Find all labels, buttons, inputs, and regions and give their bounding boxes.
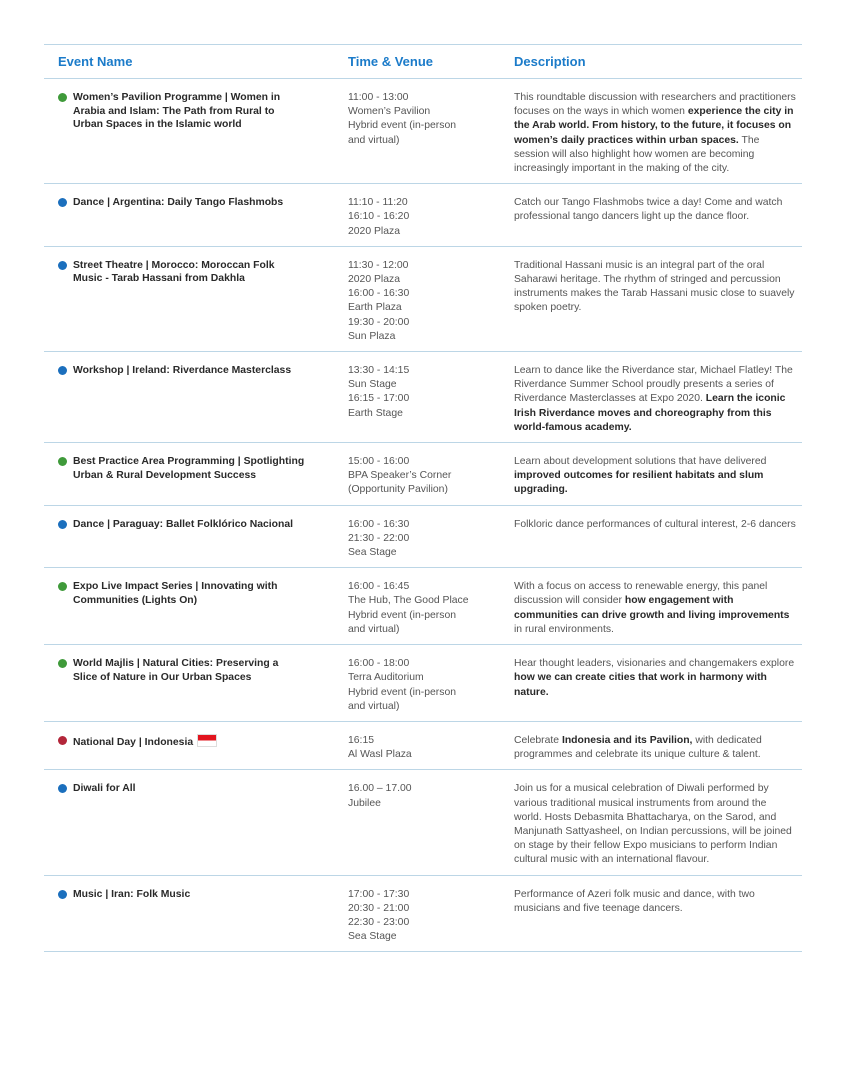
event-name-text: National Day | Indonesia [73,736,194,748]
description-text: Celebrate [514,734,562,746]
event-name-cell [44,657,348,714]
description-cell [514,91,802,176]
event-name [73,91,305,132]
event-name [73,782,305,796]
time-venue-line: 2020 Plaza [348,274,400,286]
time-venue-line: Hybrid event (in-person [348,686,456,698]
event-name [73,734,305,750]
description-highlight: experience the city in the Arab world. From history, to the future, it focuses on women’s daily practices within urban spaces. [514,106,794,146]
time-venue-line: 19:30 - 20:00 [348,316,410,328]
description-highlight: Learn the iconic Irish Riverdance moves and choreography from this world-famous academy. [514,393,786,433]
event-name [73,888,305,902]
description-cell [514,580,802,637]
time-venue-line: 21:30 - 22:00 [348,532,410,544]
event-name-text: World Majlis | Natural Cities: Preserving a Slice of Nature in Our Urban Spaces [73,658,279,683]
table-row [44,722,802,770]
table-row [44,770,802,875]
description-text: Hear thought leaders, visionaries and changemakers explore [514,658,795,670]
time-venue-line: and virtual) [348,623,400,635]
event-name-cell [44,888,348,945]
category-dot-icon [58,261,67,270]
category-dot-icon [58,736,67,745]
description-text: The session will also highlight how women are becoming increasingly important in the making of the city. [514,134,760,175]
event-name [73,657,305,684]
event-name-cell [44,259,348,344]
table-row [44,645,802,722]
event-name-cell [44,782,348,867]
table-row [44,443,802,506]
header-description: Description [514,54,586,69]
category-dot-icon [58,366,67,375]
event-name-cell [44,91,348,176]
event-name [73,580,305,607]
time-venue-line: BPA Speaker’s Corner [348,470,452,482]
time-venue-line: Sea Stage [348,931,397,943]
time-venue-line: 17:00 - 17:30 [348,888,410,900]
description-highlight: how engagement with communities can drive growth and living improvements [514,595,790,621]
description-highlight: improved outcomes for resilient habitats and slum upgrading. [514,470,764,496]
table-row [44,79,802,184]
description-cell [514,782,802,867]
indonesia-flag-icon [197,734,217,747]
time-venue-cell [348,888,514,945]
event-name-text: Women’s Pavilion Programme | Women in Arabia and Islam: The Path from Rural to Urban Spaces in the Islamic world [73,92,281,131]
description-cell [514,364,802,435]
event-name-cell [44,580,348,637]
time-venue-line: The Hub, The Good Place [348,595,469,607]
time-venue-line: 16.00 – 17.00 [348,783,412,795]
category-dot-icon [58,520,67,529]
time-venue-line: Sea Stage [348,547,397,559]
description-text: This roundtable discussion with researchers and practitioners focuses on the ways in which women [514,92,796,118]
description-text: With a focus on access to renewable energy, this panel discussion will consider [514,581,768,607]
table-row [44,352,802,443]
event-name-text: Diwali for All [73,783,136,795]
time-venue-line: Earth Plaza [348,302,402,314]
event-name-text: Dance | Argentina: Daily Tango Flashmobs [73,197,284,209]
table-row [44,876,802,953]
time-venue-line: 16:00 - 16:45 [348,581,410,593]
time-venue-line: 13:30 - 14:15 [348,365,410,377]
event-name-text: Music | Iran: Folk Music [73,888,191,900]
description-highlight: how we can create cities that work in harmony with nature. [514,672,767,698]
time-venue-cell [348,734,514,762]
description-cell [514,259,802,344]
event-name-text: Expo Live Impact Series | Innovating with Communities (Lights On) [73,581,278,606]
time-venue-cell [348,657,514,714]
category-dot-icon [58,93,67,102]
time-venue-cell [348,455,514,498]
event-name-text: Best Practice Area Programming | Spotlighting Urban & Rural Development Success [73,456,305,481]
event-name [73,455,305,482]
time-venue-line: Jubilee [348,797,381,809]
description-cell [514,196,802,239]
time-venue-line: 16:00 - 16:30 [348,288,410,300]
description-text: Traditional Hassani music is an integral part of the oral Saharawi heritage. The rhythm of stringed and percussion instruments makes the Tarab Hassani music close to suavely spoken poetry. [514,259,795,314]
event-name [73,518,305,532]
description-text: Performance of Azeri folk music and dance, with two musicians and five teenage dancers. [514,888,755,914]
time-venue-line: 15:00 - 16:00 [348,456,410,468]
time-venue-line: Women’s Pavilion [348,106,431,118]
category-dot-icon [58,659,67,668]
category-dot-icon [58,890,67,899]
time-venue-line: 11:30 - 12:00 [348,259,409,271]
table-row [44,568,802,645]
description-cell [514,455,802,498]
time-venue-line: 20:30 - 21:00 [348,902,410,914]
event-name-cell [44,518,348,561]
time-venue-line: 22:30 - 23:00 [348,916,410,928]
time-venue-line: and virtual) [348,700,400,712]
time-venue-line: 16:10 - 16:20 [348,211,410,223]
events-table [44,44,802,952]
description-cell [514,888,802,945]
time-venue-cell [348,518,514,561]
table-body [44,79,802,952]
description-cell [514,657,802,714]
description-text: in rural environments. [514,623,614,635]
header-event-name: Event Name [58,54,133,69]
time-venue-line: Al Wasl Plaza [348,749,412,761]
description-text: Folkloric dance performances of cultural interest, 2-6 dancers [514,518,796,530]
description-cell [514,734,802,762]
time-venue-line: Sun Stage [348,379,397,391]
time-venue-line: and virtual) [348,134,400,146]
event-name-cell [44,196,348,239]
time-venue-cell [348,259,514,344]
description-cell [514,518,802,561]
header-time-venue: Time & Venue [348,54,434,69]
time-venue-cell [348,196,514,239]
table-header [44,44,802,79]
time-venue-cell [348,364,514,435]
table-row [44,184,802,247]
event-name-cell [44,455,348,498]
event-name [73,364,305,378]
time-venue-line: Hybrid event (in-person [348,120,456,132]
time-venue-cell [348,782,514,867]
time-venue-line: (Opportunity Pavilion) [348,484,448,496]
description-text: with dedicated programmes and celebrate its unique culture & talent. [514,734,762,761]
category-dot-icon [58,784,67,793]
time-venue-line: Hybrid event (in-person [348,609,456,621]
event-name-text: Dance | Paraguay: Ballet Folklórico Nacional [73,518,294,530]
category-dot-icon [58,582,67,591]
time-venue-cell [348,91,514,176]
event-name [73,196,305,210]
description-text: Learn about development solutions that have delivered [514,456,767,468]
time-venue-line: Terra Auditorium [348,672,424,684]
time-venue-line: 16:00 - 16:30 [348,518,410,530]
category-dot-icon [58,457,67,466]
table-row [44,247,802,352]
time-venue-line: 11:00 - 13:00 [348,92,409,103]
event-name-cell [44,734,348,762]
description-text: Catch our Tango Flashmobs twice a day! Come and watch professional tango dancers light up the dance floor. [514,197,783,223]
event-name [73,259,305,286]
time-venue-line: 16:15 [348,734,375,746]
description-text: Learn to dance like the Riverdance star, Michael Flatley! The Riverdance Summer School proudly presents a series of Riverdance Masterclasses at Expo 2020. [514,365,793,405]
event-name-text: Workshop | Ireland: Riverdance Masterclass [73,365,292,377]
time-venue-line: Sun Plaza [348,330,396,342]
event-name-text: Street Theatre | Morocco: Moroccan Folk Music - Tarab Hassani from Dakhla [73,259,275,285]
description-text: Join us for a musical celebration of Diwali performed by various traditional musical instruments from around the world. Hosts Debasmita Bhattacharya, on the Sarod, and Manjunath Sattyasheel, on Indian percussions, will be joined on stage by their fellow Expo musicians to perform Indian cultural music with an international flavour. [514,783,792,866]
event-name-cell [44,364,348,435]
category-dot-icon [58,198,67,207]
time-venue-line: 16:15 - 17:00 [348,393,410,405]
time-venue-line: 16:00 - 18:00 [348,658,410,670]
time-venue-line: Earth Stage [348,407,403,419]
time-venue-cell [348,580,514,637]
time-venue-line: 11:10 - 11:20 [348,197,408,209]
description-highlight: Indonesia and its Pavilion, [561,734,693,746]
time-venue-line: 2020 Plaza [348,225,400,237]
table-row [44,506,802,569]
